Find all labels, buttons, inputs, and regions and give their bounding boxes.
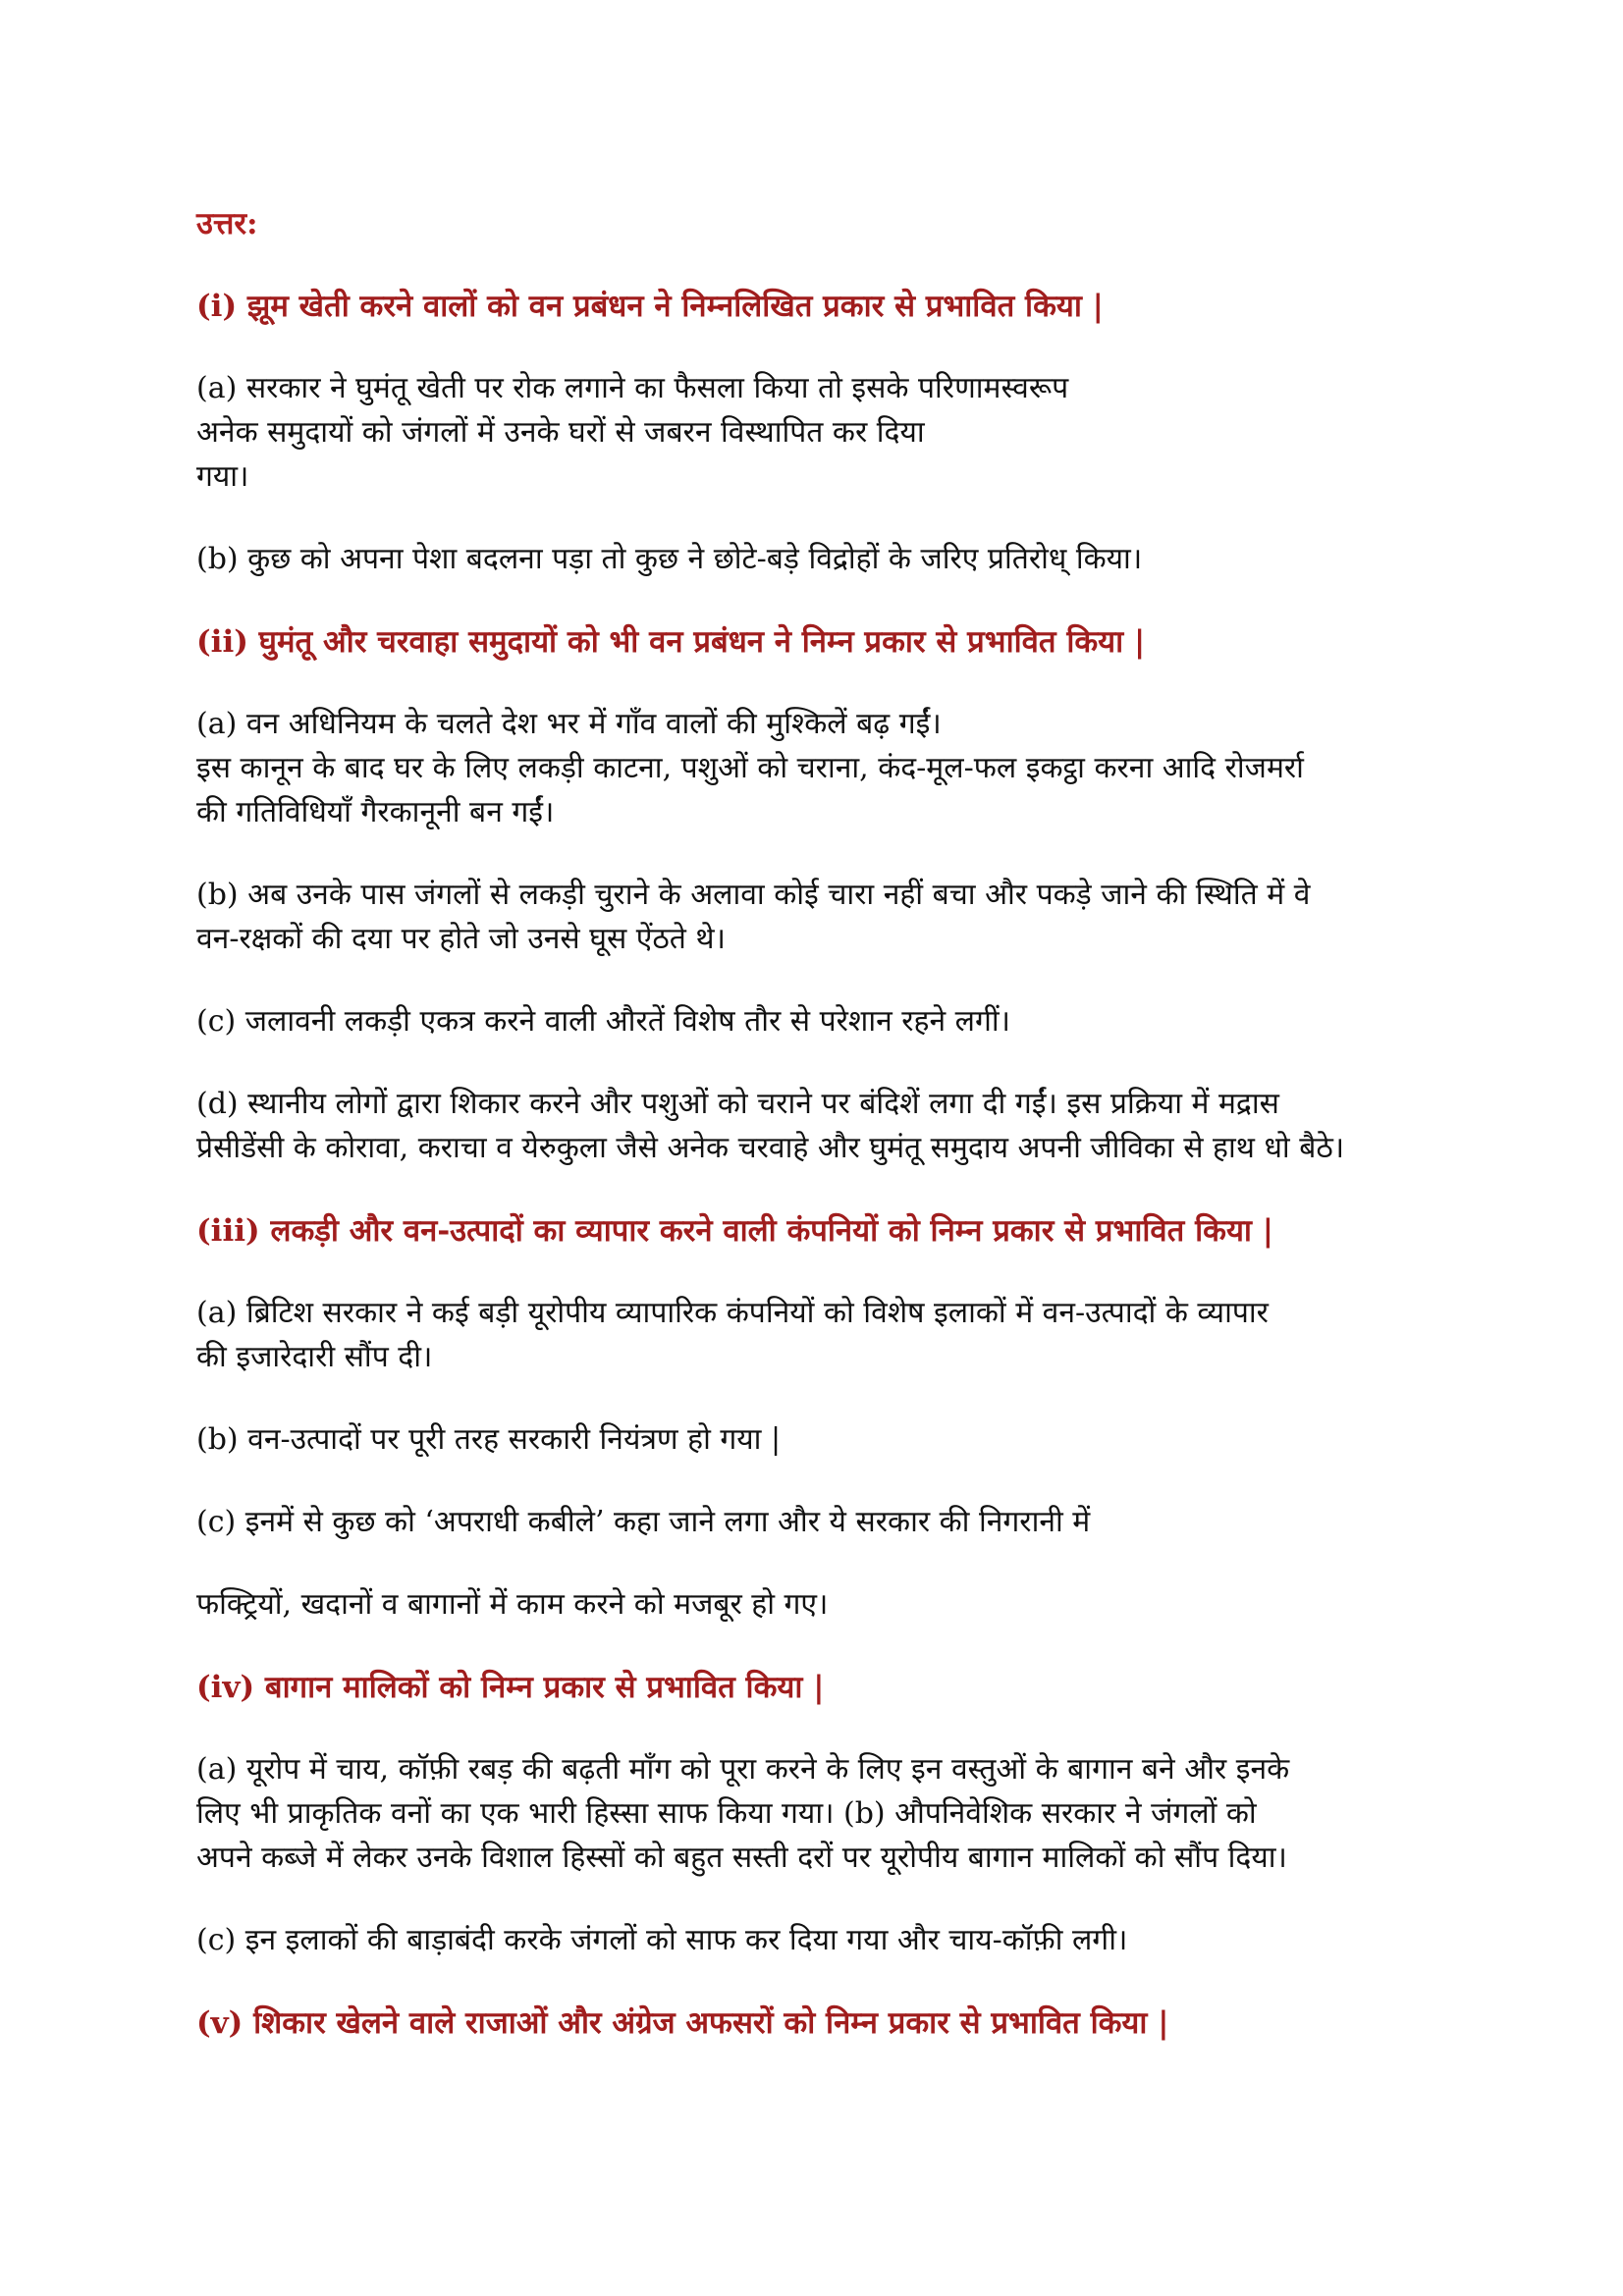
paragraph-line: प्रेसीडेंसी के कोरावा, कराचा व येरुकुला जैसे अनेक चरवाहे और घुमंतू समुदाय अपनी जीविका से हाथ धो बैठे। [196,1131,1345,1165]
paragraph-line: लिए भी प्राकृतिक वनों का एक भारी हिस्सा साफ किया गया। (b) औपनिवेशिक सरकार ने जंगलों को [196,1796,1257,1831]
section-heading-iii: (iii) लकड़ी और वन-उत्पादों का व्यापार करने वाली कंपनियों को निम्न प्रकार से प्रभावित किया | [196,1213,1274,1249]
paragraph-line: फक्ट्रियों, खदानों व बागानों में काम करने को मजबूर हो गए। [196,1587,829,1622]
paragraph-line: अनेक समुदायों को जंगलों में उनके घरों से जबरन विस्थापित कर दिया [196,415,925,450]
paragraph-line: (c) इनमें से कुछ को ‘अपराधी कबीले’ कहा जाने लगा और ये सरकार की निगरानी में [196,1505,1091,1539]
paragraph-line: इस कानून के बाद घर के लिए लकड़ी काटना, पशुओं को चराना, कंद-मूल-फल इकट्ठा करना आदि रोजमर्रा [196,751,1304,785]
section-heading-i: (i) झूम खेती करने वालों को वन प्रबंधन ने निम्नलिखित प्रकार से प्रभावित किया | [196,289,1104,324]
paragraph-line: (b) अब उनके पास जंगलों से लकड़ी चुराने के अलावा कोई चारा नहीं बचा और पकड़े जाने की स्थिति में वे [196,878,1311,912]
paragraph-line: (a) ब्रिटिश सरकार ने कई बड़ी यूरोपीय व्यापारिक कंपनियों को विशेष इलाकों में वन-उत्पादों के व्यापार [196,1296,1269,1330]
paragraph-line: (a) सरकार ने घुमंतू खेती पर रोक लगाने का फैसला किया तो इसके परिणामस्वरूप [196,371,1069,405]
paragraph-line: (c) इन इलाकों की बाड़ाबंदी करके जंगलों को साफ कर दिया गया और चाय-कॉफ़ी लगी। [196,1923,1128,1957]
paragraph-line: की इजारेदारी सौंप दी। [196,1340,433,1374]
paragraph-line: अपने कब्जे में लेकर उनके विशाल हिस्सों को बहुत सस्ती दरों पर यूरोपीय बागान मालिकों को सौंप दिया। [196,1841,1287,1875]
paragraph-line: वन-रक्षकों की दया पर होते जो उनसे घूस ऐंठते थे। [196,922,726,956]
section-heading-iv: (iv) बागान मालिकों को निम्न प्रकार से प्रभावित किया | [196,1670,825,1705]
paragraph-line: की गतिविधियाँ गैरकानूनी बन गईं। [196,795,555,829]
paragraph-line: (b) कुछ को अपना पेशा बदलना पड़ा तो कुछ ने छोटे-बड़े विद्रोहों के जरिए प्रतिरोध् किया। [196,542,1143,576]
section-heading-v: (v) शिकार खेलने वाले राजाओं और अंग्रेज अफसरों को निम्न प्रकार से प्रभावित किया | [196,2005,1169,2041]
answer-label: उत्तर: [196,206,258,241]
paragraph-line: गया। [196,459,249,494]
paragraph-line: (b) वन-उत्पादों पर पूरी तरह सरकारी नियंत्रण हो गया | [196,1422,782,1457]
paragraph-line: (a) यूरोप में चाय, कॉफ़ी रबड़ की बढ़ती माँग को पूरा करने के लिए इन वस्तुओं के बागान बने और इनके [196,1752,1290,1787]
paragraph-line: (c) जलावनी लकड़ी एकत्र करने वाली औरतें विशेष तौर से परेशान रहने लगीं। [196,1004,1011,1039]
paragraph-line: (a) वन अधिनियम के चलते देश भर में गाँव वालों की मुश्किलें बढ़ गईं। [196,707,942,741]
section-heading-ii: (ii) घुमंतू और चरवाहा समुदायों को भी वन प्रबंधन ने निम्न प्रकार से प्रभावित किया | [196,624,1146,660]
paragraph-line: (d) स्थानीय लोगों द्वारा शिकार करने और पशुओं को चराने पर बंदिशें लगा दी गईं। इस प्रक्रिया में मद्रास [196,1087,1279,1121]
